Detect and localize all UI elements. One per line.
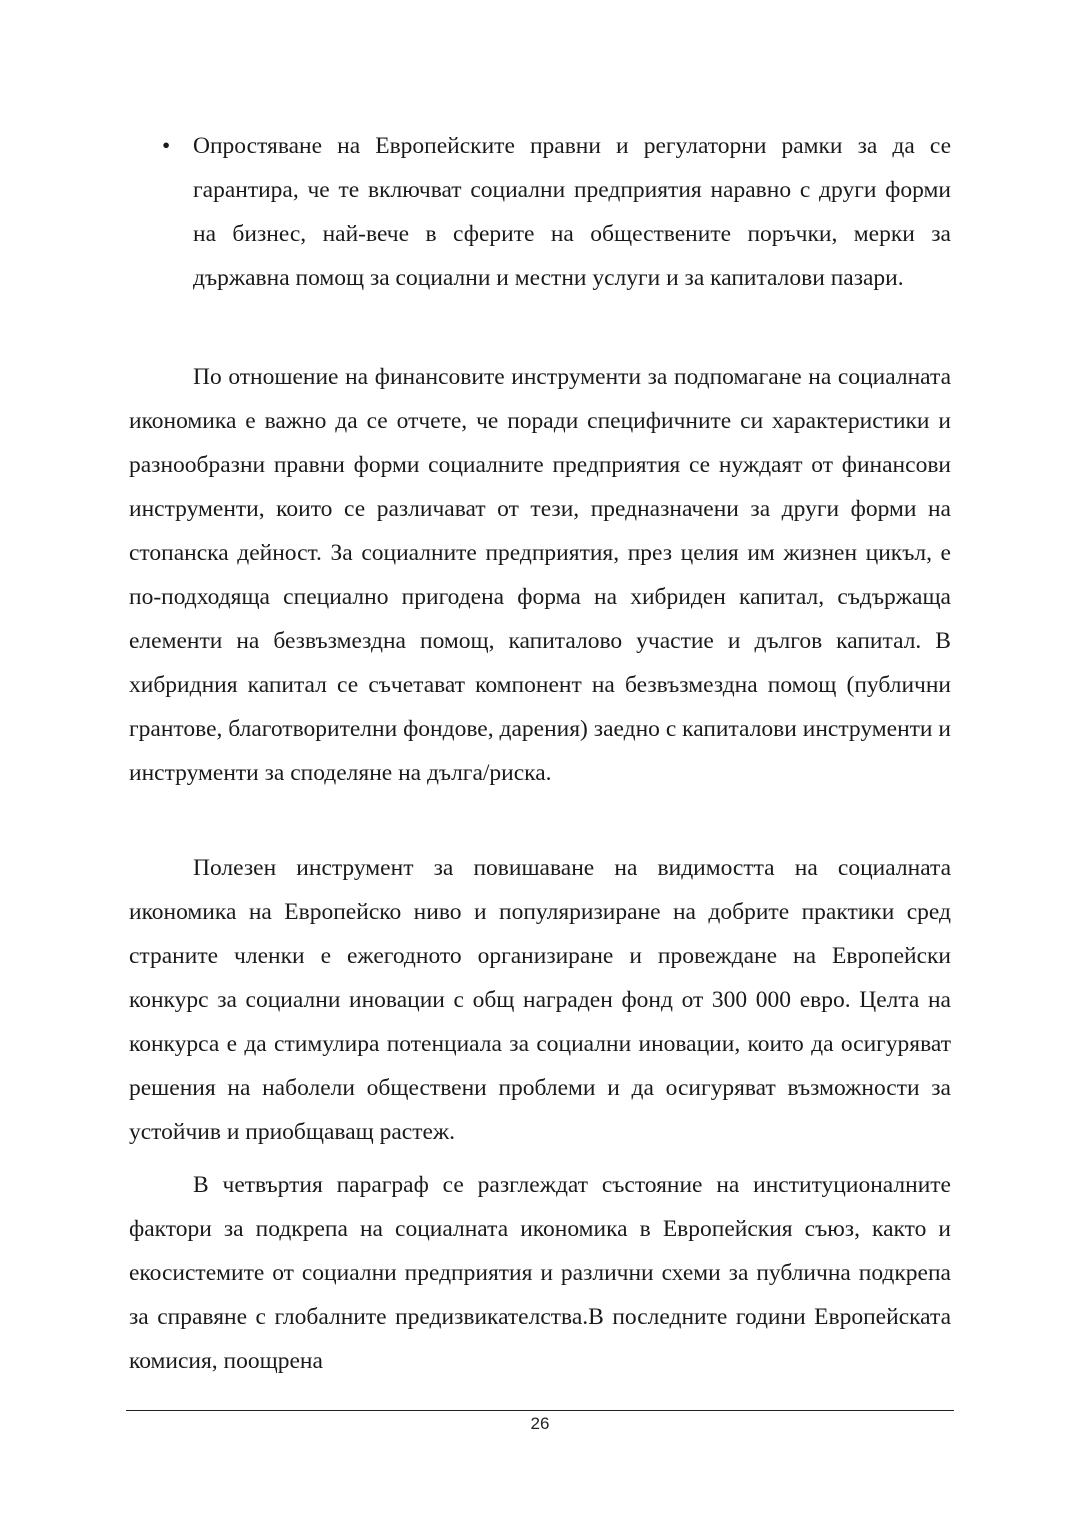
bullet-list-item: Опростяване на Европейските правни и регулаторни рамки за да се гарантира, че те включват социални предприятия наравно с други форми на бизнес, най-вече в сферите на обществените поръчки, мерки за държавна помощ за социални и местни услуги и за капиталови пазари. — [193, 133, 951, 291]
body-paragraph-financial-instruments: По отношение на финансовите инструменти за подпомагане на социалната икономика е важно да се отчете, че поради специфичните си характеристики и разнообразни правни форми социалните предприятия се нуждаят от финансови инструменти, които се различават от тези, предназначени за други форми на стопанска дейност. За социалните предприятия, през целия им жизнен цикъл, е по-подходяща специално пригодена форма на хибриден капитал, съдържаща елементи на безвъзмездна помощ, капиталово участие и дългов капитал. В хибридния капитал се съчетават компонент на безвъзмездна помощ (публични грантове, благотворителни фондове, дарения) заедно с капиталови инструменти и инструменти за споделяне на дълга/риска. — [129, 364, 951, 786]
bullet-icon: • — [162, 133, 171, 159]
body-paragraph-social-innovation-contest: Полезен инструмент за повишаване на видимостта на социалната икономика на Европейско ниво и популяризиране на добрите практики сред страните членки е ежегодното организиране и провеждане на Европейски конкурс за социални иновации с общ награден фонд от 300 000 евро. Целта на конкурса е да стимулира потенциала за социални иновации, които да осигуряват решения на наболели обществени проблеми и да осигуряват възможности за устойчив и приобщаващ растеж. — [129, 855, 951, 1145]
page-number: 26 — [530, 1414, 550, 1433]
footer-divider — [126, 1410, 954, 1411]
body-paragraph-institutional-factors: В четвъртия параграф се разглеждат състояние на институционалните фактори за подкрепа на социалната икономика в Европейския съюз, както и екосистемите от социални предприятия и различни схеми за публична подкрепа за справяне с глобалните предизвикателства.В последните години Европейската комисия, поощрена — [129, 1172, 951, 1374]
